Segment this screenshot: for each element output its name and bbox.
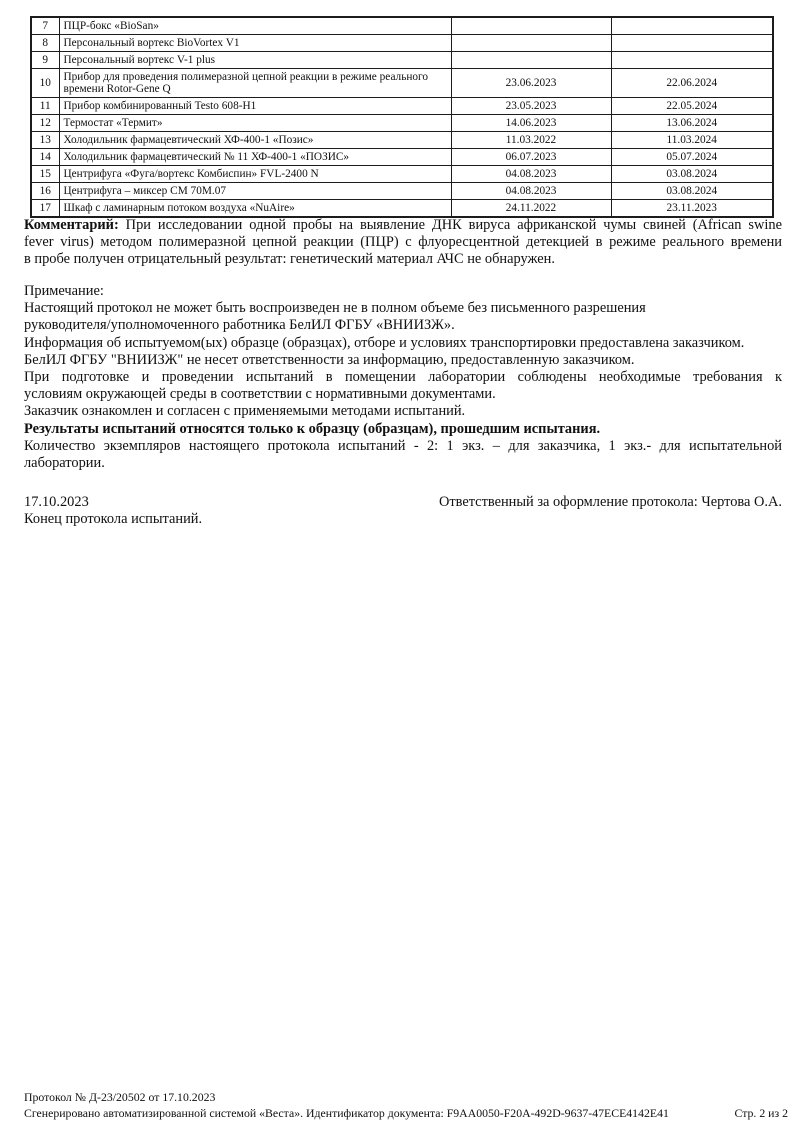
valid-until-cell: 05.07.2024 [611, 149, 773, 166]
row-number-cell: 13 [31, 132, 59, 149]
valid-until-cell [611, 35, 773, 52]
valid-until-cell: 13.06.2024 [611, 115, 773, 132]
equipment-name-cell: Прибор комбинированный Testo 608-H1 [59, 98, 451, 115]
footer-row [24, 1106, 788, 1122]
comment-line-1 [24, 217, 782, 234]
row-number-cell: 12 [31, 115, 59, 132]
notes-results-statement: Результаты испытаний относятся только к образцу (образцам), прошедшим испытания. [24, 420, 601, 437]
valid-until-cell: 22.06.2024 [611, 69, 773, 98]
footer-protocol-number: Протокол № Д-23/20502 от 17.10.2023 [24, 1090, 216, 1104]
calibration-date-cell: 14.06.2023 [451, 115, 611, 132]
calibration-date-cell: 11.03.2022 [451, 132, 611, 149]
calibration-date-cell [451, 52, 611, 69]
valid-until-cell [611, 52, 773, 69]
notes-line: лаборатории. [24, 455, 105, 472]
protocol-date: 17.10.2023 [24, 494, 89, 510]
notes-line: Настоящий протокол не может быть воспроизведен не в полном объеме без письменного разрешения [24, 300, 646, 317]
calibration-date-cell [451, 35, 611, 52]
valid-until-cell: 23.11.2023 [611, 200, 773, 218]
table-row [31, 98, 773, 115]
row-number-cell: 9 [31, 52, 59, 69]
valid-until-cell [611, 17, 773, 35]
equipment-name-cell: Прибор для проведения полимеразной цепной реакции в режиме реального времени Rotor-Gene Q [59, 69, 451, 98]
row-number-cell: 17 [31, 200, 59, 218]
table-row [31, 166, 773, 183]
table-row [31, 200, 773, 218]
valid-until-cell: 03.08.2024 [611, 183, 773, 200]
footer-page-number: Стр. 2 из 2 [734, 1105, 788, 1120]
calibration-date-cell: 04.08.2023 [451, 183, 611, 200]
signature-block [24, 494, 782, 528]
footer [24, 1090, 788, 1121]
notes-line: Количество экземпляров настоящего протокола испытаний - 2: 1 экз. – для заказчика, 1 экз.- для испытательной [24, 437, 782, 454]
table-row [31, 132, 773, 149]
valid-until-cell: 22.05.2024 [611, 98, 773, 115]
table-row [31, 17, 773, 35]
calibration-date-cell: 23.05.2023 [451, 98, 611, 115]
end-of-protocol: Конец протокола испытаний. [24, 511, 203, 528]
equipment-name-cell: Холодильник фармацевтический № 11 ХФ-400-1 «ПОЗИС» [59, 149, 451, 166]
calibration-date-cell: 24.11.2022 [451, 200, 611, 218]
notes-title: Примечание: [24, 283, 104, 299]
notes-line: Информация об испытуемом(ых) образце (образцах), отборе и условиях транспортировки предоставлена заказчиком. [24, 334, 745, 351]
comment-paragraph [24, 217, 782, 269]
equipment-name-cell: Холодильник фармацевтический ХФ-400-1 «Позис» [59, 132, 451, 149]
equipment-name-cell: Персональный вортекс V-1 plus [59, 52, 451, 69]
notes-line: условиям окружающей среды в соответствии с нормативными документами. [24, 386, 496, 403]
equipment-name-cell: Центрифуга «Фуга/вортекс Комбиспин» FVL-2400 N [59, 166, 451, 183]
table-row [31, 35, 773, 52]
comment-label: Комментарий: [24, 217, 119, 233]
notes-section [24, 283, 782, 472]
notes-line: При подготовке и проведении испытаний в помещении лаборатории соблюдены необходимые требования к [24, 369, 782, 386]
equipment-name-cell: ПЦР-бокс «BioSan» [59, 17, 451, 35]
equipment-name-cell: Персональный вортекс BioVortex V1 [59, 35, 451, 52]
row-number-cell: 14 [31, 149, 59, 166]
equipment-name-cell: Термостат «Термит» [59, 115, 451, 132]
table-row [31, 69, 773, 98]
comment-line-2: fever virus) методом полимеразной цепной реакции (ПЦР) с флуоресцентной детекцией в режиме реального времени [24, 234, 782, 251]
row-number-cell: 10 [31, 69, 59, 98]
row-number-cell: 11 [31, 98, 59, 115]
notes-line: Заказчик ознакомлен и согласен с применяемыми методами испытаний. [24, 403, 466, 420]
table-row [31, 183, 773, 200]
row-number-cell: 16 [31, 183, 59, 200]
calibration-date-cell: 06.07.2023 [451, 149, 611, 166]
table-row [31, 52, 773, 69]
calibration-date-cell: 23.06.2023 [451, 69, 611, 98]
equipment-name-cell: Шкаф с ламинарным потоком воздуха «NuAire» [59, 200, 451, 218]
row-number-cell: 15 [31, 166, 59, 183]
valid-until-cell: 11.03.2024 [611, 132, 773, 149]
table-row [31, 149, 773, 166]
equipment-name-cell: Центрифуга – миксер СМ 70М.07 [59, 183, 451, 200]
comment-text: При исследовании одной пробы на выявление ДНК вируса африканской чумы свиней (African swine [118, 217, 782, 233]
valid-until-cell: 03.08.2024 [611, 166, 773, 183]
table-row [31, 115, 773, 132]
calibration-date-cell: 04.08.2023 [451, 166, 611, 183]
comment-line-3: в пробе получен отрицательный результат: генетический материал АЧС не обнаружен. [24, 251, 555, 268]
responsible-person: Ответственный за оформление протокола: Чертова О.А. [438, 494, 782, 510]
row-number-cell: 7 [31, 17, 59, 35]
signature-row [24, 494, 782, 511]
notes-line: руководителя/уполномоченного работника БелИЛ ФГБУ «ВНИИЗЖ». [24, 317, 455, 334]
footer-generated-info: Сгенерировано автоматизированной системой «Веста». Идентификатор документа: F9AA0050-F20A-492D-9637-47ECE4142E41 [24, 1105, 669, 1120]
notes-line: БелИЛ ФГБУ "ВНИИЗЖ" не несет ответственности за информацию, предоставленную заказчиком. [24, 351, 635, 368]
row-number-cell: 8 [31, 35, 59, 52]
calibration-date-cell [451, 17, 611, 35]
equipment-table [30, 16, 774, 218]
